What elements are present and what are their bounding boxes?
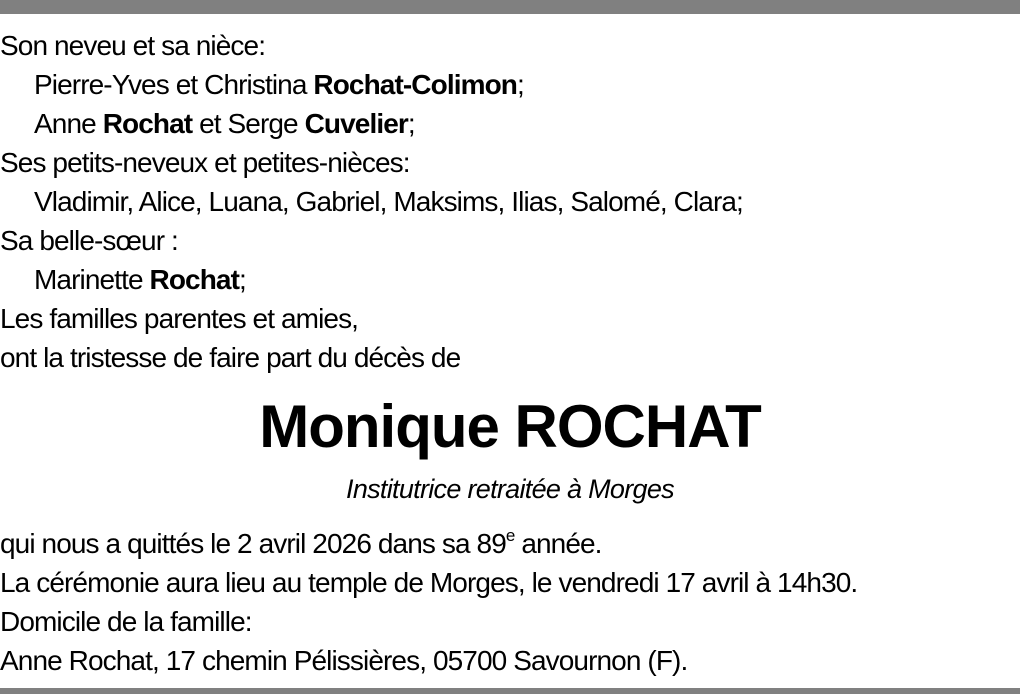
- ceremony-details: [0, 524, 1020, 680]
- family-heading: Son neveu et sa nièce:: [0, 30, 266, 61]
- ordinal-suffix: e: [505, 526, 515, 545]
- surname: Rochat: [149, 264, 239, 295]
- given-name: Anne: [34, 108, 103, 139]
- punctuation: ;: [407, 108, 415, 139]
- details-line-ceremony: [0, 563, 1020, 602]
- family-line-rochat-cuvelier: [0, 104, 1020, 143]
- bottom-divider: [0, 688, 1020, 694]
- family-address: Anne Rochat, 17 chemin Pélissières, 05700 Savournon (F).: [0, 645, 688, 676]
- family-line-marinette: [0, 260, 1020, 299]
- death-date-text-end: année.: [514, 528, 602, 559]
- family-line-rochat-colimon: [0, 65, 1020, 104]
- announcement-text: ont la tristesse de faire part du décès de: [0, 342, 461, 373]
- family-statement: Les familles parentes et amies,: [0, 303, 359, 334]
- details-line-death-date: [0, 524, 1020, 563]
- family-line-families: [0, 299, 1020, 338]
- given-name: Marinette: [34, 264, 150, 295]
- given-names: Vladimir, Alice, Luana, Gabriel, Maksims, Ilias, Salomé, Clara;: [34, 186, 743, 217]
- surname: Rochat: [102, 108, 193, 139]
- surname: Rochat-Colimon: [313, 69, 517, 100]
- surname: Cuvelier: [304, 108, 408, 139]
- family-list: [0, 26, 1020, 377]
- details-line-address: [0, 641, 1020, 680]
- given-names: Pierre-Yves et Christina: [34, 69, 314, 100]
- ceremony-text: La cérémonie aura lieu au temple de Morges, le vendredi 17 avril à 14h30.: [0, 567, 858, 598]
- domicile-heading: Domicile de la famille:: [0, 606, 252, 637]
- family-line-sister-in-law: [0, 221, 1020, 260]
- family-line-announcement: [0, 338, 1020, 377]
- punctuation: ;: [517, 69, 524, 100]
- family-heading: Ses petits-neveux et petites-nièces:: [0, 147, 410, 178]
- details-line-domicile-heading: [0, 602, 1020, 641]
- family-heading: Sa belle-sœur :: [0, 225, 178, 256]
- given-name: et Serge: [192, 108, 305, 139]
- deceased-name: Monique ROCHAT: [259, 393, 761, 460]
- top-divider: [0, 0, 1020, 14]
- death-date-text: qui nous a quittés le 2 avril 2026 dans sa 89: [0, 528, 506, 559]
- family-line-grandnephews: [0, 143, 1020, 182]
- deceased-title: Institutrice retraitée à Morges: [346, 474, 674, 504]
- family-line-nephew-niece: [0, 26, 1020, 65]
- punctuation: ;: [239, 264, 246, 295]
- family-line-grandnephew-names: [0, 182, 1020, 221]
